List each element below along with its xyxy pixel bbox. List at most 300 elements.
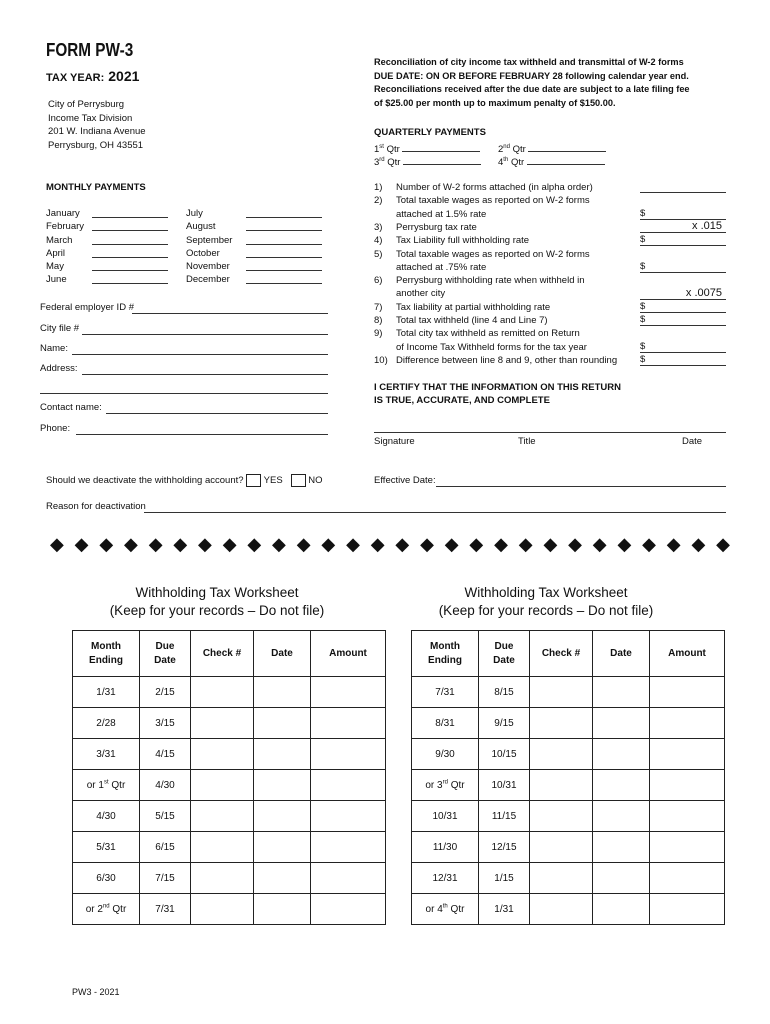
check-number-cell[interactable] xyxy=(530,739,593,770)
due-date-cell: 9/15 xyxy=(479,708,530,739)
diamond-icon: ◆ xyxy=(222,534,237,554)
payment-date-cell[interactable] xyxy=(593,894,650,925)
deactivate-question-row xyxy=(46,474,322,487)
column-header xyxy=(412,631,479,677)
amount-cell[interactable] xyxy=(650,863,725,894)
line-text: Tax Liability full withholding rate xyxy=(396,235,530,247)
quarter-1[interactable] xyxy=(374,142,480,155)
check-number-cell[interactable] xyxy=(530,770,593,801)
column-header xyxy=(254,631,311,677)
diamond-icon: ◆ xyxy=(247,534,262,554)
amount-cell[interactable] xyxy=(311,739,386,770)
line-entry-field[interactable] xyxy=(640,234,726,246)
check-number-cell[interactable] xyxy=(191,739,254,770)
diamond-icon: ◆ xyxy=(568,534,582,554)
due-date-cell: 6/15 xyxy=(140,832,191,863)
payment-date-cell[interactable] xyxy=(593,708,650,739)
city-file-field[interactable] xyxy=(82,334,328,335)
worksheet-title: Withholding Tax Worksheet xyxy=(135,585,299,600)
check-number-cell[interactable] xyxy=(191,832,254,863)
line-entry-field[interactable] xyxy=(640,354,726,366)
monthly-left-column xyxy=(46,208,182,288)
line-number: 2) xyxy=(374,195,383,207)
column-header xyxy=(650,631,725,677)
payment-date-cell[interactable] xyxy=(254,801,311,832)
month-row[interactable] xyxy=(186,274,322,287)
diamond-icon: ◆ xyxy=(592,534,607,554)
line-text: Number of W-2 forms attached (in alpha order) xyxy=(396,182,593,193)
reason-field[interactable] xyxy=(144,512,726,513)
month-row[interactable] xyxy=(186,208,322,221)
month-row[interactable] xyxy=(46,274,182,287)
rate-value: x .015 xyxy=(692,220,722,233)
contact-label: Contact name: xyxy=(40,402,102,413)
month-row[interactable] xyxy=(46,261,182,274)
currency-symbol: $ xyxy=(640,314,646,326)
diamond-icon: ◆ xyxy=(666,534,681,554)
due-date-cell: 5/15 xyxy=(140,801,191,832)
header-text: Date xyxy=(154,654,176,666)
quarter-3-field[interactable] xyxy=(403,155,481,165)
amount-cell[interactable] xyxy=(311,863,386,894)
month-label: October xyxy=(186,247,220,259)
due-date-cell: 7/31 xyxy=(140,894,191,925)
line-number: 9) xyxy=(374,328,383,340)
month-amount-field[interactable] xyxy=(92,274,168,284)
line-text: attached at .75% rate xyxy=(396,261,487,273)
column-header xyxy=(593,631,650,677)
check-number-cell[interactable] xyxy=(191,677,254,708)
currency-symbol: $ xyxy=(640,300,646,312)
column-header xyxy=(191,631,254,677)
month-amount-field[interactable] xyxy=(92,208,168,218)
header-text: Amount xyxy=(668,647,706,659)
month-ending-cell xyxy=(73,894,140,925)
payment-date-cell[interactable] xyxy=(254,677,311,708)
phone-label: Phone: xyxy=(40,423,71,434)
diamond-icon: ◆ xyxy=(469,534,484,554)
header-text: Date xyxy=(493,654,515,666)
month-amount-field[interactable] xyxy=(246,221,322,231)
due-date-cell: 2/15 xyxy=(140,677,191,708)
month-ending-cell: 2/28 xyxy=(73,708,140,739)
month-row[interactable] xyxy=(46,248,182,261)
header-text: Date xyxy=(271,647,293,659)
table-row xyxy=(412,801,725,832)
line-entry-field[interactable] xyxy=(640,301,726,313)
certify-line: I CERTIFY THAT THE INFORMATION ON THIS RETURN xyxy=(374,382,621,393)
table-header-row xyxy=(412,631,725,677)
diamond-icon: ◆ xyxy=(543,534,558,554)
quarter-4-field[interactable] xyxy=(527,155,605,165)
currency-symbol: $ xyxy=(640,340,646,352)
table-row xyxy=(73,708,386,739)
reason-label: Reason for deactivation xyxy=(46,501,146,512)
footer-form-id: PW3 - 2021 xyxy=(72,987,120,997)
month-ending-cell xyxy=(412,770,479,801)
header-text: Check # xyxy=(202,647,242,659)
check-number-cell[interactable] xyxy=(191,894,254,925)
month-amount-field[interactable] xyxy=(92,221,168,231)
check-number-cell[interactable] xyxy=(530,832,593,863)
line-item xyxy=(374,248,726,275)
month-ending-cell: 1/31 xyxy=(73,677,140,708)
effective-date-label: Effective Date: xyxy=(374,475,436,486)
header-text: Date xyxy=(610,647,632,659)
line-number: 1) xyxy=(374,182,383,193)
line-number: 3) xyxy=(374,221,383,233)
table-row xyxy=(73,801,386,832)
month-amount-field[interactable] xyxy=(246,274,322,284)
table-header-row xyxy=(73,631,386,677)
line-text: Perrysburg tax rate xyxy=(396,221,477,233)
diamond-icon: ◆ xyxy=(198,534,212,554)
line-number: 4) xyxy=(374,235,383,247)
line-entry-field[interactable] xyxy=(640,288,726,300)
diamond-icon: ◆ xyxy=(173,534,188,554)
month-label: July xyxy=(186,208,203,219)
worksheet-subtitle: (Keep for your records – Do not file) xyxy=(438,603,654,618)
quarter-2[interactable] xyxy=(498,142,606,155)
line-text: Total taxable wages as reported on W-2 forms xyxy=(396,195,590,207)
line-text: Total city tax withheld as remitted on Return xyxy=(396,328,580,340)
diamond-icon: ◆ xyxy=(321,534,336,554)
line-item xyxy=(374,221,726,234)
month-ending-cell: 4/30 xyxy=(73,801,140,832)
amount-cell[interactable] xyxy=(650,677,725,708)
payment-date-cell[interactable] xyxy=(593,770,650,801)
quarter-label: 2nd Qtr xyxy=(498,143,526,155)
month-ending-cell xyxy=(412,894,479,925)
payment-date-cell[interactable] xyxy=(254,832,311,863)
column-header xyxy=(530,631,593,677)
header-text: Ending xyxy=(89,654,123,666)
table-row xyxy=(73,894,386,925)
deactivate-question: Should we deactivate the withholding account? xyxy=(46,475,244,487)
line-item xyxy=(374,274,726,301)
signature-field[interactable] xyxy=(374,432,726,433)
diamond-icon: ◆ xyxy=(74,534,89,554)
diamond-icon: ◆ xyxy=(691,534,706,554)
line-entry-field[interactable] xyxy=(640,208,726,220)
check-number-cell[interactable] xyxy=(530,801,593,832)
month-ending-cell: 6/30 xyxy=(73,863,140,894)
line-item xyxy=(374,327,726,354)
effective-date-field[interactable] xyxy=(436,486,726,487)
reconciliation-notice xyxy=(374,56,754,110)
diamond-icon: ◆ xyxy=(346,534,360,554)
month-amount-field[interactable] xyxy=(246,208,322,218)
due-date-cell: 1/15 xyxy=(479,863,530,894)
line-entry-field[interactable] xyxy=(640,341,726,353)
currency-symbol: $ xyxy=(640,207,646,219)
due-date-cell: 11/15 xyxy=(479,801,530,832)
line-text: Difference between line 8 and 9, other than rounding xyxy=(396,354,618,366)
amount-cell[interactable] xyxy=(650,708,725,739)
due-date-cell: 12/15 xyxy=(479,832,530,863)
notice-line: Reconciliations received after the due date are subject to a late filing fee xyxy=(374,84,690,94)
yes-checkbox[interactable] xyxy=(246,474,261,487)
payment-date-cell[interactable] xyxy=(593,863,650,894)
certify-line: IS TRUE, ACCURATE, AND COMPLETE xyxy=(374,395,550,406)
column-header xyxy=(311,631,386,677)
line-number: 10) xyxy=(374,354,388,366)
month-row[interactable] xyxy=(186,248,322,261)
quarter-3[interactable] xyxy=(374,155,481,168)
header-text: Due xyxy=(155,640,175,652)
month-amount-field[interactable] xyxy=(92,235,168,245)
header-text: Due xyxy=(494,640,514,652)
line-text: Total tax withheld (line 4 and Line 7) xyxy=(396,315,548,326)
column-header xyxy=(479,631,530,677)
check-number-cell[interactable] xyxy=(191,708,254,739)
address-line: Income Tax Division xyxy=(48,112,133,124)
table-row xyxy=(412,770,725,801)
table-row xyxy=(73,832,386,863)
amount-cell[interactable] xyxy=(311,677,386,708)
diamond-icon: ◆ xyxy=(272,534,286,554)
diamond-icon: ◆ xyxy=(642,534,656,554)
address-line: City of Perrysburg xyxy=(48,99,125,110)
payment-date-cell[interactable] xyxy=(254,894,311,925)
month-amount-field[interactable] xyxy=(246,248,322,258)
line-item xyxy=(374,234,726,247)
due-date-cell: 4/15 xyxy=(140,739,191,770)
quarter-label: 3rd Qtr xyxy=(374,156,401,168)
amount-cell[interactable] xyxy=(311,894,386,925)
quarter-2-field[interactable] xyxy=(528,142,606,152)
employer-id-label: Federal employer ID # xyxy=(40,302,134,313)
month-row[interactable] xyxy=(46,235,182,248)
table-row xyxy=(412,708,725,739)
form-title: FORM PW-3 xyxy=(46,40,134,60)
reconciliation-items xyxy=(374,181,726,371)
cell-text: or 3rd Qtr xyxy=(425,779,465,791)
table-row xyxy=(73,770,386,801)
cell-text: or 1st Qtr xyxy=(86,779,126,791)
check-number-cell[interactable] xyxy=(530,894,593,925)
notice-line: Reconciliation of city income tax withheld and transmittal of W-2 forms xyxy=(374,57,684,67)
check-number-cell[interactable] xyxy=(530,863,593,894)
payment-date-cell[interactable] xyxy=(254,770,311,801)
diamond-icon: ◆ xyxy=(420,534,434,554)
month-label: June xyxy=(46,274,67,286)
diamond-icon: ◆ xyxy=(518,534,533,554)
month-label: May xyxy=(46,261,64,273)
worksheet-title: Withholding Tax Worksheet xyxy=(464,585,628,600)
worksheet-right-heading xyxy=(416,584,676,620)
table-row xyxy=(73,739,386,770)
due-date-cell: 8/15 xyxy=(479,677,530,708)
month-ending-cell: 9/30 xyxy=(412,739,479,770)
name-field[interactable] xyxy=(72,354,328,355)
check-number-cell[interactable] xyxy=(530,708,593,739)
diamond-icon: ◆ xyxy=(99,534,114,554)
line-item xyxy=(374,301,726,314)
amount-cell[interactable] xyxy=(650,832,725,863)
diamond-icon: ◆ xyxy=(617,534,632,554)
due-date-cell: 10/31 xyxy=(479,770,530,801)
line-text: Tax liability at partial withholding rate xyxy=(396,301,551,313)
line-entry-field[interactable] xyxy=(640,221,726,233)
month-ending-cell: 5/31 xyxy=(73,832,140,863)
title-label: Title xyxy=(518,436,536,447)
cell-text: or 2nd Qtr xyxy=(85,903,127,915)
payment-date-cell[interactable] xyxy=(593,677,650,708)
monthly-right-column xyxy=(186,208,322,288)
employer-id-field[interactable] xyxy=(132,313,328,314)
table-row xyxy=(412,894,725,925)
table-row xyxy=(412,832,725,863)
month-row[interactable] xyxy=(46,208,182,221)
line-entry-field[interactable] xyxy=(640,314,726,326)
due-date-cell: 10/15 xyxy=(479,739,530,770)
month-ending-cell: 7/31 xyxy=(412,677,479,708)
table-row xyxy=(412,739,725,770)
header-text: Ending xyxy=(428,654,462,666)
month-amount-field[interactable] xyxy=(246,261,322,271)
line-number: 7) xyxy=(374,301,383,313)
due-date-cell: 4/30 xyxy=(140,770,191,801)
amount-cell[interactable] xyxy=(311,832,386,863)
table-row xyxy=(73,863,386,894)
amount-cell[interactable] xyxy=(650,739,725,770)
month-ending-cell: 8/31 xyxy=(412,708,479,739)
signature-label: Signature xyxy=(374,436,415,447)
line-text: Perrysburg withholding rate when withheld in xyxy=(396,275,585,287)
due-date-cell: 7/15 xyxy=(140,863,191,894)
check-number-cell[interactable] xyxy=(191,801,254,832)
line-item xyxy=(374,354,726,367)
no-checkbox[interactable] xyxy=(291,474,306,487)
worksheet-subtitle: (Keep for your records – Do not file) xyxy=(109,603,325,618)
column-header xyxy=(140,631,191,677)
month-label: February xyxy=(46,221,85,233)
check-number-cell[interactable] xyxy=(530,677,593,708)
currency-symbol: $ xyxy=(640,261,646,273)
month-amount-field[interactable] xyxy=(92,261,168,271)
due-date-cell: 1/31 xyxy=(479,894,530,925)
header-text: Month xyxy=(430,640,460,652)
yes-label: YES xyxy=(263,475,283,487)
city-address-block xyxy=(48,98,146,152)
address-field-line-2[interactable] xyxy=(40,393,328,394)
header-text: Month xyxy=(91,640,121,652)
diamond-separator xyxy=(50,534,730,555)
month-ending-cell: 10/31 xyxy=(412,801,479,832)
month-label: August xyxy=(186,221,216,233)
worksheet-left-heading xyxy=(87,584,347,620)
monthly-payments-title: MONTHLY PAYMENTS xyxy=(46,182,146,193)
currency-symbol: $ xyxy=(640,234,646,246)
no-label: NO xyxy=(308,475,323,487)
payment-date-cell[interactable] xyxy=(593,801,650,832)
quarter-4[interactable] xyxy=(498,155,605,168)
month-ending-cell: 3/31 xyxy=(73,739,140,770)
check-number-cell[interactable] xyxy=(191,770,254,801)
line-text: attached at 1.5% rate xyxy=(396,208,487,220)
line-item xyxy=(374,194,726,221)
payment-date-cell[interactable] xyxy=(254,739,311,770)
payment-date-cell[interactable] xyxy=(593,832,650,863)
table-row xyxy=(73,677,386,708)
tax-year xyxy=(46,68,139,84)
quarterly-payments-title: QUARTERLY PAYMENTS xyxy=(374,127,486,138)
line-item xyxy=(374,314,726,327)
certification xyxy=(374,381,621,407)
amount-cell[interactable] xyxy=(650,894,725,925)
line-entry-field[interactable] xyxy=(640,181,726,193)
diamond-icon: ◆ xyxy=(148,534,163,554)
rate-value: x .0075 xyxy=(685,286,722,299)
quarter-label: 4th Qtr xyxy=(498,156,525,168)
amount-cell[interactable] xyxy=(311,801,386,832)
diamond-icon: ◆ xyxy=(370,534,385,554)
line-item xyxy=(374,181,726,194)
month-row[interactable] xyxy=(186,221,322,234)
payment-date-cell[interactable] xyxy=(254,863,311,894)
table-row xyxy=(412,863,725,894)
column-header xyxy=(73,631,140,677)
diamond-icon: ◆ xyxy=(395,534,410,554)
month-label: January xyxy=(46,208,80,219)
payment-date-cell[interactable] xyxy=(254,708,311,739)
payment-date-cell[interactable] xyxy=(593,739,650,770)
amount-cell[interactable] xyxy=(311,770,386,801)
contact-field[interactable] xyxy=(106,413,328,414)
month-row[interactable] xyxy=(46,221,182,234)
quarter-label: 1st Qtr xyxy=(374,143,400,155)
quarter-1-field[interactable] xyxy=(402,142,480,152)
line-number: 5) xyxy=(374,248,383,260)
phone-field[interactable] xyxy=(76,434,328,435)
month-label: November xyxy=(186,261,230,273)
month-label: April xyxy=(46,247,66,259)
line-number: 6) xyxy=(374,275,383,287)
line-text: another city xyxy=(396,288,446,300)
cell-text: or 4th Qtr xyxy=(425,903,465,915)
address-line: 201 W. Indiana Avenue xyxy=(48,126,146,137)
month-row[interactable] xyxy=(186,261,322,274)
diamond-icon: ◆ xyxy=(124,534,138,554)
name-label: Name: xyxy=(40,343,68,354)
amount-cell[interactable] xyxy=(311,708,386,739)
month-amount-field[interactable] xyxy=(92,248,168,258)
line-entry-field[interactable] xyxy=(640,261,726,273)
header-text: Check # xyxy=(541,647,581,659)
amount-cell[interactable] xyxy=(650,801,725,832)
line-text: Total taxable wages as reported on W-2 forms xyxy=(396,248,590,260)
worksheet-table-right xyxy=(411,630,725,925)
address-field[interactable] xyxy=(82,374,328,375)
address-label: Address: xyxy=(40,363,78,374)
diamond-icon: ◆ xyxy=(444,534,459,554)
line-text: of Income Tax Withheld forms for the tax year xyxy=(396,341,587,353)
check-number-cell[interactable] xyxy=(191,863,254,894)
address-line: Perrysburg, OH 43551 xyxy=(48,139,144,151)
month-ending-cell: 11/30 xyxy=(412,832,479,863)
month-label: March xyxy=(46,234,73,246)
diamond-icon: ◆ xyxy=(296,534,311,554)
month-row[interactable] xyxy=(186,235,322,248)
month-amount-field[interactable] xyxy=(246,235,322,245)
currency-symbol: $ xyxy=(640,354,646,366)
amount-cell[interactable] xyxy=(650,770,725,801)
diamond-icon: ◆ xyxy=(494,534,508,554)
city-file-label: City file # xyxy=(40,323,80,334)
due-date-cell: 3/15 xyxy=(140,708,191,739)
notice-line: of $25.00 per month up to maximum penalty of $150.00. xyxy=(374,97,616,108)
